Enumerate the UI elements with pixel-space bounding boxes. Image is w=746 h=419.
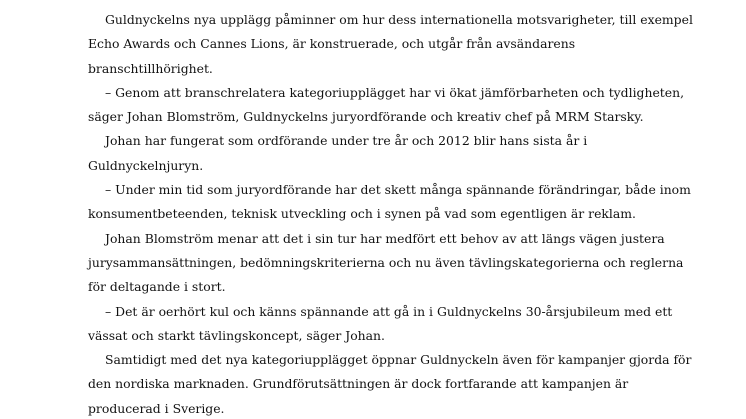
text-line: Johan har fungerat som ordförande under tre år och 2012 blir hans sista år i: [105, 133, 588, 149]
text-line: Echo Awards och Cannes Lions, är konstruerade, och utgår från avsändarens: [88, 36, 576, 52]
text-line: säger Johan Blomström, Guldnyckelns juryordförande och kreativ chef på MRM Starsky.: [88, 109, 644, 125]
article-body: [88, 8, 693, 419]
text-line: branschtillhörighet.: [88, 60, 213, 76]
text-line: – Det är oerhört kul och känns spännande att gå in i Guldnyckelns 30-årsjubileum med ett: [105, 303, 673, 319]
text-line: jurysammansättningen, bedömningskriterierna och nu även tävlingskategorierna och reglerna: [88, 254, 684, 270]
text-line: producerad i Sverige.: [88, 400, 225, 416]
text-line: Guldnyckelns nya upplägg påminner om hur dess internationella motsvarigheter, till exempel: [105, 12, 693, 27]
text-line: för deltagande i stort.: [88, 279, 226, 295]
text-line: Johan Blomström menar att det i sin tur har medfört ett behov av att längs vägen justera: [105, 230, 665, 246]
text-line: Guldnyckelnjuryn.: [88, 157, 204, 173]
text-line: Samtidigt med det nya kategoriupplägget öppnar Guldnyckeln även för kampanjer gjorda för: [105, 352, 692, 368]
text-line: konsumentbeteenden, teknisk utveckling och i synen på vad som egentligen är reklam.: [88, 206, 636, 222]
text-line: vässat och starkt tävlingskoncept, säger Johan.: [88, 327, 385, 343]
text-line: – Under min tid som juryordförande har det skett många spännande förändringar, både inom: [105, 182, 691, 198]
text-line: – Genom att branschrelatera kategoriupplägget har vi ökat jämförbarheten och tydligheten,: [105, 84, 685, 100]
text-line: den nordiska marknaden. Grundförutsättningen är dock fortfarande att kampanjen är: [88, 376, 629, 392]
